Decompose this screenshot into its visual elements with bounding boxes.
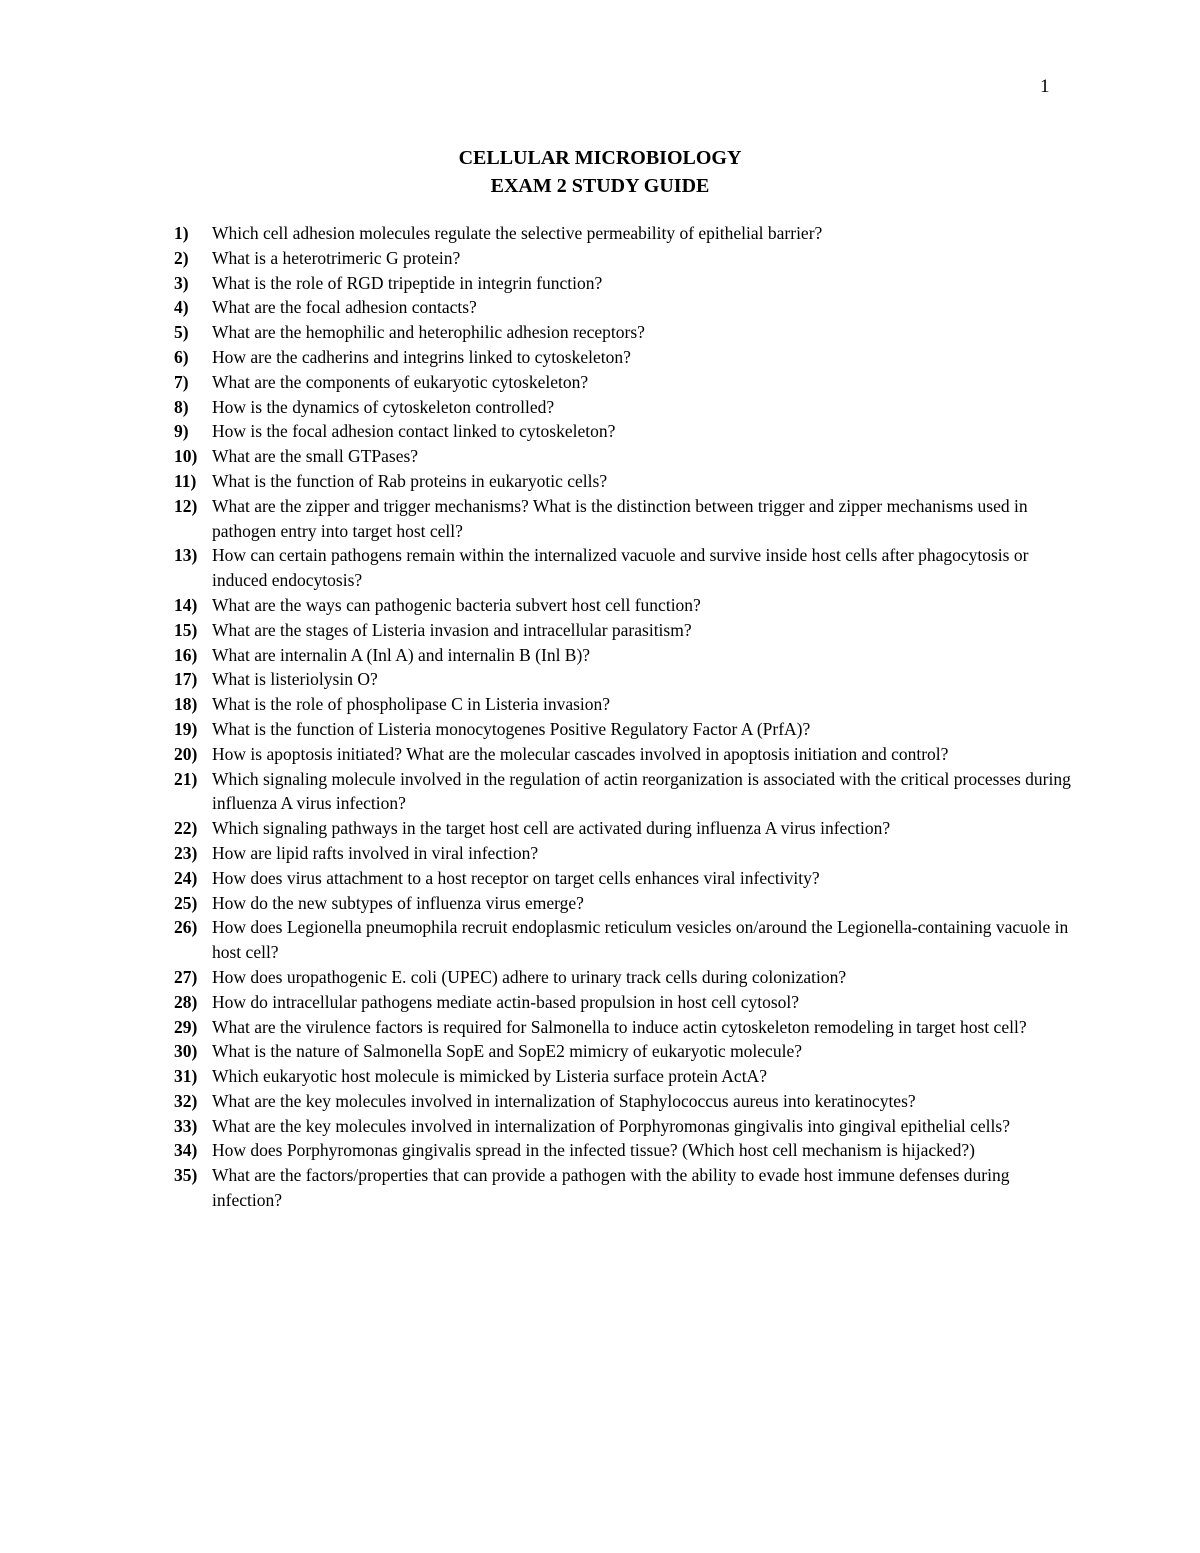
question-text: What are the small GTPases? — [212, 446, 419, 467]
question-number: 23) — [174, 842, 198, 863]
question-item — [174, 618, 1074, 643]
question-item — [174, 1114, 1074, 1139]
question-number: 12) — [174, 495, 198, 516]
title-course: CELLULAR MICROBIOLOGY — [458, 147, 742, 169]
question-item — [174, 370, 1074, 395]
question-item — [174, 990, 1074, 1015]
question-item — [174, 271, 1074, 296]
question-item — [174, 444, 1074, 469]
question-text: What is the nature of Salmonella SopE and SopE2 mimicry of eukaryotic molecule? — [212, 1041, 802, 1062]
question-item — [174, 841, 1074, 866]
question-item — [174, 1015, 1074, 1040]
question-text: What are internalin A (Inl A) and internalin B (Inl B)? — [212, 644, 591, 665]
question-text: What is the role of phospholipase C in Listeria invasion? — [212, 694, 611, 715]
question-number: 27) — [174, 966, 198, 987]
question-text: How can certain pathogens remain within the internalized vacuole and survive inside host cells after phagocytosis or induced endocytosis? — [212, 545, 1029, 591]
question-number: 15) — [174, 619, 198, 640]
question-number: 1) — [174, 223, 189, 243]
question-text: What are the focal adhesion contacts? — [212, 297, 477, 318]
question-text: How do the new subtypes of influenza virus emerge? — [212, 892, 584, 913]
question-number: 8) — [174, 396, 189, 417]
question-item — [174, 1089, 1074, 1114]
question-number: 28) — [174, 991, 198, 1012]
question-text: What are the virulence factors is required for Salmonella to induce actin cytoskeleton remodeling in target host cell? — [212, 1016, 1027, 1037]
question-text: How is the dynamics of cytoskeleton controlled? — [212, 396, 555, 417]
question-text: What is the role of RGD tripeptide in integrin function? — [212, 272, 603, 293]
question-number: 25) — [174, 892, 198, 913]
question-item — [174, 1163, 1074, 1213]
question-text: How does uropathogenic E. coli (UPEC) adhere to urinary track cells during colonization? — [212, 966, 847, 987]
document-title — [0, 144, 1200, 200]
question-item — [174, 1064, 1074, 1089]
question-number: 10) — [174, 446, 198, 467]
question-text: What are the zipper and trigger mechanisms? What is the distinction between trigger and zipper mechanisms used in pathogen entry into target host cell? — [212, 495, 1028, 541]
question-number: 13) — [174, 545, 198, 566]
question-text: How does Porphyromonas gingivalis spread in the infected tissue? (Which host cell mechanism is hijacked?) — [212, 1140, 976, 1161]
question-number: 34) — [174, 1140, 198, 1161]
question-number: 14) — [174, 594, 198, 615]
question-text: What is listeriolysin O? — [212, 669, 378, 690]
question-text: Which signaling pathways in the target host cell are activated during influenza A virus infection? — [212, 818, 891, 839]
title-subtitle: EXAM 2 STUDY GUIDE — [490, 175, 710, 197]
question-number: 3) — [174, 272, 189, 293]
question-item — [174, 866, 1074, 891]
question-text: How does virus attachment to a host receptor on target cells enhances viral infectivity? — [212, 867, 820, 888]
question-item — [174, 742, 1074, 767]
question-number: 33) — [174, 1115, 198, 1136]
question-item — [174, 543, 1074, 593]
question-text: What are the factors/properties that can provide a pathogen with the ability to evade host immune defenses during infection? — [212, 1165, 1010, 1211]
question-list — [174, 221, 1074, 1213]
question-number: 6) — [174, 346, 189, 367]
question-text: How is apoptosis initiated? What are the molecular cascades involved in apoptosis initiation and control? — [212, 743, 949, 764]
question-item — [174, 965, 1074, 990]
question-item — [174, 717, 1074, 742]
question-number: 22) — [174, 818, 198, 839]
question-number: 9) — [174, 421, 189, 442]
question-number: 7) — [174, 371, 189, 392]
question-text: How are the cadherins and integrins linked to cytoskeleton? — [212, 346, 631, 367]
question-number: 30) — [174, 1041, 198, 1062]
question-text: What are the key molecules involved in internalization of Porphyromonas gingivalis into gingival epithelial cells? — [212, 1115, 1010, 1136]
question-item — [174, 891, 1074, 916]
question-item — [174, 643, 1074, 668]
question-item — [174, 345, 1074, 370]
question-number: 19) — [174, 718, 198, 739]
question-text: Which eukaryotic host molecule is mimicked by Listeria surface protein ActA? — [212, 1066, 767, 1087]
question-item — [174, 915, 1074, 965]
question-text: Which signaling molecule involved in the regulation of actin reorganization is associated with the critical processes during influenza A virus infection? — [212, 768, 1071, 814]
question-number: 4) — [174, 297, 189, 318]
question-number: 5) — [174, 322, 189, 343]
question-number: 17) — [174, 669, 198, 690]
page-number: 1 — [1040, 76, 1050, 97]
question-item — [174, 593, 1074, 618]
question-number: 16) — [174, 644, 198, 665]
question-text: What is the function of Listeria monocytogenes Positive Regulatory Factor A (PrfA)? — [212, 718, 811, 739]
question-number: 2) — [174, 247, 189, 268]
question-item — [174, 692, 1074, 717]
question-text: What are the ways can pathogenic bacteria subvert host cell function? — [212, 594, 701, 615]
question-item — [174, 320, 1074, 345]
question-number: 26) — [174, 917, 198, 938]
question-number: 35) — [174, 1165, 198, 1186]
question-item — [174, 816, 1074, 841]
question-number: 24) — [174, 867, 198, 888]
question-text: How are lipid rafts involved in viral infection? — [212, 842, 539, 863]
question-number: 20) — [174, 743, 198, 764]
question-text: What are the stages of Listeria invasion and intracellular parasitism? — [212, 619, 692, 640]
question-text: What are the key molecules involved in internalization of Staphylococcus aureus into keratinocytes? — [212, 1090, 916, 1111]
question-number: 31) — [174, 1066, 198, 1087]
question-item — [174, 221, 1074, 246]
question-number: 29) — [174, 1016, 198, 1037]
question-item — [174, 667, 1074, 692]
question-item — [174, 419, 1074, 444]
question-item — [174, 246, 1074, 271]
question-item — [174, 469, 1074, 494]
question-text: What is the function of Rab proteins in eukaryotic cells? — [212, 470, 608, 491]
question-text: What is a heterotrimeric G protein? — [212, 247, 461, 268]
question-item — [174, 1039, 1074, 1064]
question-number: 11) — [174, 470, 197, 491]
question-text: What are the hemophilic and heterophilic adhesion receptors? — [212, 322, 645, 343]
question-text: What are the components of eukaryotic cytoskeleton? — [212, 371, 589, 392]
question-number: 32) — [174, 1090, 198, 1111]
question-number: 21) — [174, 768, 198, 789]
question-text: How does Legionella pneumophila recruit endoplasmic reticulum vesicles on/around the Legionella-containing vacuole in host cell? — [212, 917, 1069, 963]
question-text: How do intracellular pathogens mediate actin-based propulsion in host cell cytosol? — [212, 991, 800, 1012]
question-text: Which cell adhesion molecules regulate the selective permeability of epithelial barrier? — [212, 223, 823, 243]
question-item — [174, 295, 1074, 320]
question-item — [174, 494, 1074, 544]
question-number: 18) — [174, 694, 198, 715]
question-text: How is the focal adhesion contact linked to cytoskeleton? — [212, 421, 616, 442]
question-item — [174, 767, 1074, 817]
question-item — [174, 1138, 1074, 1163]
question-item — [174, 395, 1074, 420]
